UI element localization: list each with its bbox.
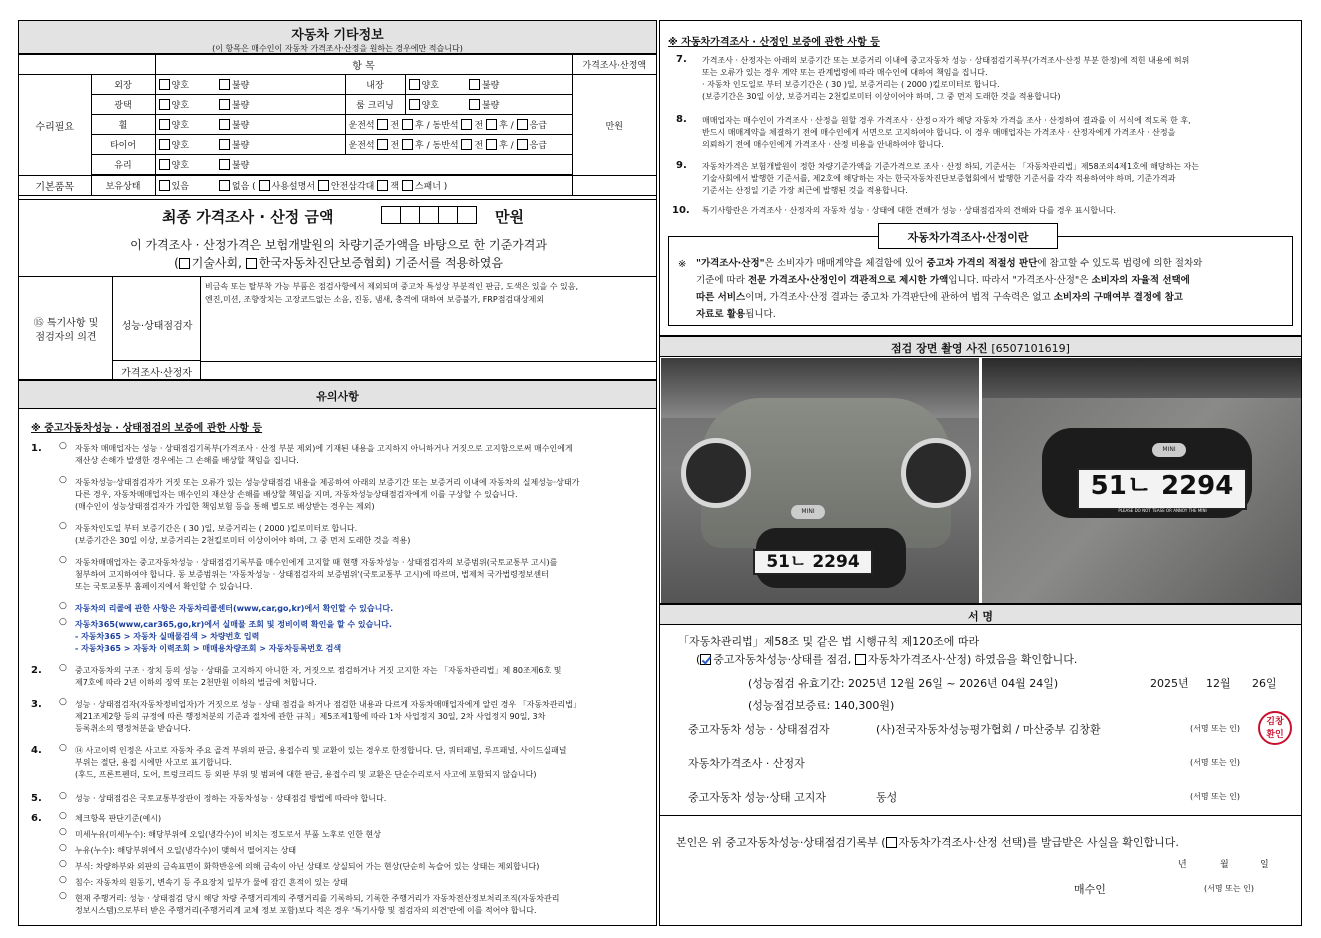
checkbox-performance-checked[interactable]: [700, 654, 711, 665]
row-label-gloss: 광택: [91, 95, 155, 115]
notice-7-b: 또는 오류가 있는 경우 계약 또는 관계법령에 따라 매수인에 대하여 책임을 집니다.: [702, 68, 988, 77]
opt-bad: 불량: [231, 161, 250, 171]
notice-t4-a: ⑭ 사고이력 인정은 사고로 자동차 주요 골격 부위의 판금, 용접수리 및 교환이 있는 경우로 한정합니다. 단, 쿼터패널, 루프패널, 사이드실패널: [75, 746, 567, 755]
checkbox-price-appraisal[interactable]: [855, 654, 866, 665]
num-9: 9.: [676, 160, 687, 171]
digit-box[interactable]: [400, 206, 420, 224]
checkbox-interior-good[interactable]: [409, 79, 420, 90]
license-plate-front: 51ㄴ 2294: [753, 549, 873, 575]
opt-good: 양호: [171, 81, 189, 91]
buyer-day-label: 일: [1260, 860, 1269, 870]
special-note-line2: 엔진,미션, 조향장치는 고장코드없는 소음, 진동, 냄새, 충격에 대하여 보증불가, FRP점검대상제외: [205, 295, 545, 304]
checkbox-kadga[interactable]: [246, 258, 257, 269]
checkbox-interior-bad[interactable]: [469, 79, 480, 90]
car365-path-2: - 자동차365 > 자동차 이력조회 > 매매용차량조회 > 자동차등록번호 검색: [75, 644, 342, 653]
notice-t4-c: (후드, 프론트펜더, 도어, 트렁크리드 등 외판 부위 및 범퍼에 대한 판금, 용접수리 및 교환은 단순수리로서 사고에 포함되지 않습니다): [75, 770, 537, 779]
notice-1-b: 재산상 손해가 발생한 경우에는 그 손해를 배상할 책임을 집니다.: [75, 456, 299, 465]
num-6: 6.: [31, 813, 42, 824]
notice-t3-b: 제21조제2항 등의 규정에 따른 행정처분의 기준과 절차에 관한 규칙」제5조제1항에 따라 1차 사업정지 30일, 2차 사업정지 90일, 3차: [75, 712, 546, 721]
num-10: 10.: [672, 205, 690, 216]
opt-good: 양호: [421, 101, 439, 111]
opt-none: 없음: [231, 182, 250, 192]
bullet-icon: ○: [59, 521, 67, 531]
notice-9-c: 기준서는 산정일 기준 가장 최근에 발행된 것을 적용합니다.: [702, 186, 908, 195]
def-b2: 전문 가격조사·산정인이 객관적으로 제시한 가액: [747, 275, 949, 286]
criteria-4: 침수: 자동차의 원동기, 변속기 등 주요장치 일부가 물에 잠긴 흔적이 있는 상태: [75, 878, 348, 887]
checkbox-wheel-driver-rear[interactable]: [402, 119, 413, 130]
opt-good: 양호: [171, 141, 189, 151]
bullet-icon: ○: [59, 843, 67, 853]
rear-label: 후 /: [499, 121, 514, 131]
sign-date-day: 26일: [1252, 677, 1277, 690]
jack-label: 잭: [390, 182, 399, 192]
mini-badge-front: MINI: [791, 505, 825, 519]
inspector-seal-icon: [1258, 711, 1292, 745]
num-3: 3.: [31, 699, 42, 710]
front-label: 전: [474, 121, 484, 131]
front-label: 전: [474, 141, 484, 151]
paren: (: [252, 182, 256, 192]
notice-2-b: 다른 경우, 자동차매매업자는 매수인의 재산상 손해를 배상할 책임을 지며, 자동차성능상태점검자에게 이를 구상할 수 있습니다.: [75, 490, 518, 499]
notice-2-a: 자동차성능·상태점검자가 거짓 또는 오류가 있는 성능상태점검 내용을 제공하여 아래의 보증기간 또는 보증거리 이내에 자동차의 실제성능·상태가: [75, 478, 580, 487]
validity-period: (성능점검 유효기간: 2025년 12월 26일 ~ 2026년 04월 24일): [748, 677, 1059, 690]
checkbox-tire-passenger-rear[interactable]: [486, 139, 497, 150]
opt-bad: 불량: [231, 141, 250, 151]
vehicle-other-info-section: [18, 20, 657, 200]
price-warranty-title: ※ 자동차가격조사 · 산정인 보증에 관한 사항 등: [668, 37, 880, 48]
special-note-line1: 비금속 또는 탈부착 가능 부품은 점검사항에서 제외되며 중고차 특성상 부분적인 판금, 도색은 있을 수 있음,: [205, 282, 578, 291]
criteria-1: 미세누유(미세누수): 해당부위에 오일(냉각수)이 비치는 정도로서 부품 노후로 인한 현상: [75, 830, 382, 839]
buyer-year-label: 년: [1178, 860, 1187, 870]
notice-4-b: 첨부하여 고지하여야 합니다. 동 보증범위는 '자동차성능 · 상태점검자의 보증범위'(국토교통부 고시)에 따르며, 법제처 국가법령정보센터: [75, 570, 549, 579]
notice-t6: 체크항목 판단기준(예시): [75, 814, 162, 823]
car365-path-1: - 자동차365 > 자동차 실매물검색 > 차량번호 입력: [75, 632, 260, 641]
row-label-owned: 보유상태: [91, 176, 155, 196]
notice-t3-c: 등록취소의 행정처분을 받습니다.: [75, 724, 191, 733]
notice-1-a: 자동차 매매업자는 성능 · 상태점검기록부(가격조사 · 산정 부분 제외)에 기재된 내용을 고지하지 아니하거나 거짓으로 고지함으로써 매수인에게: [75, 444, 573, 453]
opt-bad: 불량: [231, 121, 250, 131]
bullet-icon: ○: [59, 617, 67, 627]
checkbox-manual[interactable]: [259, 180, 270, 191]
driver-seat-label: 운전석: [348, 141, 375, 151]
num-8: 8.: [676, 114, 687, 125]
row-label-tire: 타이어: [91, 135, 155, 155]
num-1: 1.: [31, 443, 42, 454]
emergency-label: 응급: [529, 141, 547, 151]
notice-10: 특기사항란은 가격조사 · 산정자의 자동차 성능 · 상태에 대한 견해가 성능 · 상태점검자의 견해와 다를 경우 표시합니다.: [702, 206, 1117, 215]
special-label-line2: 점검자의 의견: [35, 332, 97, 343]
checkbox-tire-good[interactable]: [159, 139, 170, 150]
buyer-confirm-text: [676, 834, 1179, 850]
bullet-icon: ○: [59, 743, 67, 753]
warranty-fee: (성능점검보증료: 140,300원): [748, 699, 895, 712]
passenger-seat-label: 동반석: [432, 141, 459, 151]
checkbox-wheel-emergency[interactable]: [517, 119, 528, 130]
row-label-room-clean: 룸 크리닝: [345, 95, 405, 115]
repair-needed-label: 수리필요: [19, 75, 91, 176]
notice-9-b: 기술사회에서 발행한 기준서를, 제2호에 해당하는 자는 한국자동차진단보증협회에서 발행한 기준서를 각각 적용하여야 하며, 기준가격과: [702, 174, 1176, 183]
photo-header: [660, 337, 1301, 357]
notice-7-d: (보증기간은 30일 이상, 보증거리는 2천킬로미터 이상이어야 하며, 그 중 먼저 도래한 것을 적용합니다): [702, 92, 1061, 101]
inspection-photo-rear: [982, 358, 1301, 603]
def-b3: 입니다. 따라서 "가격조사·산정"은: [948, 275, 1092, 286]
checkbox-tire-emergency[interactable]: [517, 139, 528, 150]
row-label-glass: 유리: [91, 155, 155, 175]
section-subtitle: (이 항목은 매수인이 자동차 가격조사·산정을 원하는 경우에만 적습니다): [212, 44, 463, 53]
definition-mark: ※: [678, 259, 687, 270]
num-7: 7.: [676, 54, 687, 65]
digit-box[interactable]: [438, 206, 458, 224]
def-d2: 됩니다.: [745, 309, 776, 320]
num-2: 2.: [31, 665, 42, 676]
price-opinion-label: 가격조사·산정자: [113, 361, 201, 379]
checkbox-tire-bad[interactable]: [219, 139, 230, 150]
notice-7-a: 가격조사 · 산정자는 아래의 보증기간 또는 보증거리 이내에 중고자동차 성능 · 상태점검기록부(가격조사·산정 부분 한정)에 적힌 내용에 허위: [702, 56, 1190, 65]
signature-title: 서 명: [660, 605, 1301, 625]
notice-8-b: 반드시 매매계약을 체결하기 전에 매수인에게 서면으로 고지하여야 합니다. 이 경우 매매업자는 가격조사 · 산정자에게 가격조사 · 산정을: [702, 128, 1176, 137]
def-a3: 중고차 가격의 적절성 판단: [926, 258, 1038, 269]
def-b1: 기준에 따라: [696, 275, 748, 286]
notice-3-a: 자동차인도일 부터 보증기간은 ( 30 )일, 보증거리는 ( 2000 )킬로미터로 합니다.: [75, 524, 358, 533]
checkbox-buyer-price-appraisal[interactable]: [886, 837, 897, 848]
vehicle-other-info-header: [19, 21, 656, 54]
notice-2-c: (매수인이 성능상태점검자가 가입한 책임보험 등을 통해 별도로 배상받는 경우는 제외): [75, 502, 375, 511]
bullet-icon: ○: [59, 875, 67, 885]
checkbox-jack[interactable]: [377, 180, 388, 191]
checkbox-wheel-passenger-front[interactable]: [461, 119, 472, 130]
bullet-icon: ○: [59, 697, 67, 707]
criteria-5-a: 현재 주행거리: 성능 · 상태점검 당시 해당 차량 주행거리계의 주행거리를 기록하되, 기록한 주행거리가 자동차전산정보처리조직(자동차관리: [75, 894, 560, 903]
definition-title: 자동차가격조사·산정이란: [878, 223, 1058, 249]
row-label-interior: 내장: [345, 75, 405, 95]
special-notes-section: [18, 276, 657, 380]
front-label: 전: [390, 121, 400, 131]
notice-t5: 성능 · 상태점검은 국토교통부장관이 정하는 자동차성능 · 상태점검 방법에 따라야 합니다.: [75, 794, 387, 803]
checkbox-gloss-bad[interactable]: [219, 99, 230, 110]
notice-t3-a: 성능 · 상태점검자(자동차정비업자)가 거짓으로 성능 · 상태 점검을 하거나 점검한 내용과 다르게 자동차매매업자에게 알린 경우 「자동차관리법」: [75, 700, 581, 709]
tech-society-label: 기술사회,: [191, 256, 242, 270]
checkbox-wheel-driver-front[interactable]: [377, 119, 388, 130]
row-label-exterior: 외장: [91, 75, 155, 95]
appraiser-label: 자동차가격조사 · 산정자: [688, 757, 805, 770]
car365-link[interactable]: 자동차365(www,car365,go,kr)에서 실매물 조회 및 정비이력 확인을 할 수 있습니다.: [75, 620, 392, 629]
driver-seat-label: 운전석: [348, 121, 375, 131]
bullet-icon: ○: [59, 475, 67, 485]
bullet-icon: ○: [59, 663, 67, 673]
photo-section: [659, 336, 1302, 604]
bullet-icon: ○: [59, 859, 67, 869]
mini-badge-rear: MINI: [1152, 443, 1186, 457]
col-header-item: 항 목: [155, 55, 572, 75]
opt-bad: 불량: [481, 81, 500, 91]
checkbox-room-good[interactable]: [409, 99, 420, 110]
bullet-icon: ○: [59, 827, 67, 837]
checkbox-gloss-good[interactable]: [159, 99, 170, 110]
final-price-boxes[interactable]: [381, 206, 476, 224]
checkbox-none[interactable]: [219, 180, 230, 191]
bullet-icon: ○: [59, 811, 67, 821]
photo-code: [6507101619]: [991, 342, 1070, 355]
opt-have: 있음: [171, 182, 189, 192]
def-a4: 에 참고할 수 있도록 법령에 의한 절차와: [1037, 258, 1203, 269]
checkbox-wheel-good[interactable]: [159, 119, 170, 130]
notice-title: 유의사항: [19, 381, 656, 409]
sign-date-month: 12월: [1206, 677, 1231, 690]
final-price-section: [18, 200, 657, 276]
notifier-label: 중고자동차 성능·상태 고지자: [688, 791, 827, 804]
notice-8-a: 매매업자는 매수인이 가격조사 · 산정을 원할 경우 가격조사 · 산정ㅇ자가 해당 자동차 가격을 조사 · 산정하여 결과를 이 서식에 적도록 한 후,: [702, 116, 1191, 125]
opt-good: 양호: [171, 121, 189, 131]
final-price-desc2: [19, 254, 658, 271]
rear-label: 후 /: [415, 141, 430, 151]
confirm-b: 자동차가격조사·산정 선택)를 발급받은 사실을 확인합니다.: [898, 836, 1179, 849]
checkbox-tire-passenger-front[interactable]: [461, 139, 472, 150]
checkbox-spanner[interactable]: [402, 180, 413, 191]
appraiser-sign-hint: (서명 또는 인): [1190, 758, 1240, 767]
triangle-label: 안전삼각대: [330, 182, 375, 192]
special-label-line1: ⑮ 특기사항 및: [33, 318, 99, 329]
def-a2: 은 소비자가 매매계약을 체결함에 있어: [764, 258, 927, 269]
def-c3: 소비자의 구매여부 결정에 참고: [1053, 292, 1183, 303]
section-title: 자동차 기타정보: [291, 28, 384, 43]
notice-4-c: 또는 국토교통부 홈페이지에서 확인할 수 있습니다.: [75, 582, 253, 591]
headlight-right: [901, 438, 971, 508]
def-d1: 자료로 활용: [696, 309, 746, 320]
checkbox-exterior-bad[interactable]: [219, 79, 230, 90]
seal-line2: 환인: [1266, 730, 1284, 740]
buyer-label: 매수인: [1074, 883, 1106, 896]
checkbox-wheel-passenger-rear[interactable]: [486, 119, 497, 130]
special-notes-label: [19, 317, 113, 345]
checkbox-tech-society[interactable]: [179, 258, 190, 269]
checkbox-tire-driver-rear[interactable]: [402, 139, 413, 150]
digit-box[interactable]: [457, 206, 477, 224]
row-label-wheel: 휠: [91, 115, 155, 135]
opt-bad: 불량: [481, 101, 500, 111]
criteria-2: 누유(누수): 해당부위에서 오일(냉각수)이 맺혀서 떨어지는 상태: [75, 846, 297, 855]
inspection-photo-front: [661, 358, 979, 603]
check-b-label: 자동차가격조사·산정) 하였음을 확인합니다.: [867, 653, 1078, 666]
recall-link[interactable]: 자동차의 리콜에 관한 사항은 자동차리콜센터(www,car,go,kr)에서 확인할 수 있습니다.: [75, 604, 394, 613]
final-price-title: 최종 가격조사 · 산정 금액: [162, 208, 334, 226]
opt-good: 양호: [171, 161, 189, 171]
inspector-label: 중고자동차 성능 · 상태점검자: [688, 723, 830, 736]
def-a1: "가격조사·산정": [696, 258, 765, 269]
seal-line1: 김창: [1266, 717, 1284, 727]
definition-text: [696, 255, 1288, 323]
spanner-label: 스패너 ): [414, 182, 448, 192]
buyer-month-label: 월: [1220, 860, 1229, 870]
criteria-3: 부식: 차량하부와 외판의 금속표면이 화학반응에 의해 금속이 아닌 상태로 상실되어 가는 현상(단순히 녹슬어 있는 상태는 제외합니다): [75, 862, 540, 871]
license-plate-rear: 51ㄴ 2294: [1077, 468, 1247, 510]
criteria-5-b: 정보시스템)으로부터 받은 주행거리(주행거리계 교체 정보 포함)보다 적은 경우 '특기사항 및 점검자의 의견'란에 이를 적어야 합니다.: [75, 906, 537, 915]
final-price-desc1: 이 가격조사 · 산정가격은 보험개발원의 차량기준가액을 바탕으로 한 기준가격과: [130, 238, 547, 252]
def-c2: 이며, 가격조사·산정 결과는 중고차 가격판단에 관하여 법적 구속력은 없고: [745, 292, 1054, 303]
notice-section: [18, 380, 657, 926]
notice-9-a: 자동차가격은 보험개발원이 정한 차량기준가액을 기준가격으로 조사 · 산정 하되, 기준서는 「자동차관리법」제58조의4제1호에 해당하는 자는: [702, 162, 1199, 171]
checkbox-have[interactable]: [159, 180, 170, 191]
bullet-icon: ○: [59, 791, 67, 801]
checkbox-glass-good[interactable]: [159, 159, 170, 170]
opt-good: 양호: [171, 101, 189, 111]
kadga-label: 한국자동차진단보증협회) 기준서를 적용하였음: [258, 256, 503, 270]
manual-label: 사용설명서: [271, 182, 316, 192]
final-price-unit: 만원: [495, 208, 524, 226]
digit-box[interactable]: [419, 206, 439, 224]
notice-t2-a: 중고자동차의 구조 · 장치 등의 성능 · 상태를 고지하지 아니한 자, 거짓으로 점검하거나 거짓 고지한 자는 「자동차관리법」제 80조제6호 및: [75, 666, 562, 675]
num-5: 5.: [31, 793, 42, 804]
checkbox-triangle[interactable]: [318, 180, 329, 191]
notifier-sign-hint: (서명 또는 인): [1190, 792, 1240, 801]
notice-3-b: (보증기간은 30일 이상, 보증거리는 2천킬로미터 이상이어야 하며, 그 중 먼저 도래한 것을 적용): [75, 536, 411, 545]
opt-bad: 불량: [231, 101, 250, 111]
sign-law-text: 「자동차관리법」제58조 및 같은 법 시행규칙 제120조에 따라: [678, 635, 980, 648]
bullet-icon: ○: [59, 555, 67, 565]
headlight-left: [681, 438, 751, 508]
basic-items-label: 기본품목: [19, 176, 91, 196]
bullet-icon: ○: [59, 891, 67, 901]
confirm-a: 본인은 위 중고자동차성능·상태점검기록부 (: [676, 836, 886, 849]
bullet-icon: ○: [59, 601, 67, 611]
checkbox-tire-driver-front[interactable]: [377, 139, 388, 150]
buyer-sign-hint[interactable]: (서명 또는 인): [1204, 884, 1254, 893]
col-header-price: 가격조사·산정액: [572, 55, 656, 75]
opt-bad: 불량: [231, 81, 250, 91]
def-b4: 소비자의 자율적 선택에: [1091, 275, 1190, 286]
checkbox-exterior-good[interactable]: [159, 79, 170, 90]
paren: (: [696, 653, 701, 666]
price-warranty-section: [659, 20, 1302, 336]
signature-section: [659, 604, 1302, 926]
other-info-table: [19, 54, 656, 196]
inspector-opinion-label: 성능·상태점검자: [121, 321, 193, 332]
num-4: 4.: [31, 745, 42, 756]
warranty-title: ※ 중고자동차성능 · 상태점검의 보증에 관한 사항 등: [31, 423, 263, 434]
inspector-sign-hint: (서명 또는 인): [1190, 724, 1240, 733]
sign-check-line: [696, 651, 1077, 667]
photo-title: 점검 장면 촬영 사진: [891, 342, 988, 355]
notice-4-a: 자동차매매업자는 중고자동차성능 · 상태점검기록부를 매수인에게 고지할 때 현행 자동차성능 · 상태점검자의 보증범위(국토교통부 고시)를: [75, 558, 558, 567]
front-label: 전: [390, 141, 400, 151]
opt-good: 양호: [421, 81, 439, 91]
bullet-icon: ○: [59, 441, 67, 451]
checkbox-wheel-bad[interactable]: [219, 119, 230, 130]
plate-frame-text: PLEASE DO NOT TEASE OR ANNOY THE MINI: [1118, 508, 1207, 513]
check-a-label: 중고자동차성능·상태를 점검,: [713, 653, 852, 666]
def-c1: 따른 서비스: [696, 292, 746, 303]
inspector-name: (사)전국자동차성능평가협회 / 마산중부 김창환: [876, 723, 1101, 736]
rear-label: 후 /: [415, 121, 430, 131]
sign-date-year: 2025년: [1150, 677, 1189, 690]
notice-t4-b: 부위는 절단, 용접 시에만 사고로 표기합니다.: [75, 758, 232, 767]
checkbox-glass-bad[interactable]: [219, 159, 230, 170]
price-unit: 만원: [572, 75, 656, 176]
passenger-seat-label: 동반석: [432, 121, 459, 131]
notice-7-c: · 자동차 인도일로 부터 보증기간은 ( 30 )일, 보증거리는 ( 2000 )킬로미터로 합니다.: [702, 80, 1000, 89]
rear-label: 후 /: [499, 141, 514, 151]
notice-t2-b: 제7호에 따라 2년 이하의 징역 또는 2천만원 이하의 벌금에 처합니다.: [75, 678, 317, 687]
paren: (: [174, 256, 179, 270]
notice-8-c: 의뢰하기 전에 매수인에게 가격조사 · 산정 비용을 안내하여야 합니다.: [702, 140, 944, 149]
notifier-name: 동성: [876, 791, 898, 804]
emergency-label: 응급: [529, 121, 547, 131]
digit-box[interactable]: [381, 206, 401, 224]
checkbox-room-bad[interactable]: [469, 99, 480, 110]
